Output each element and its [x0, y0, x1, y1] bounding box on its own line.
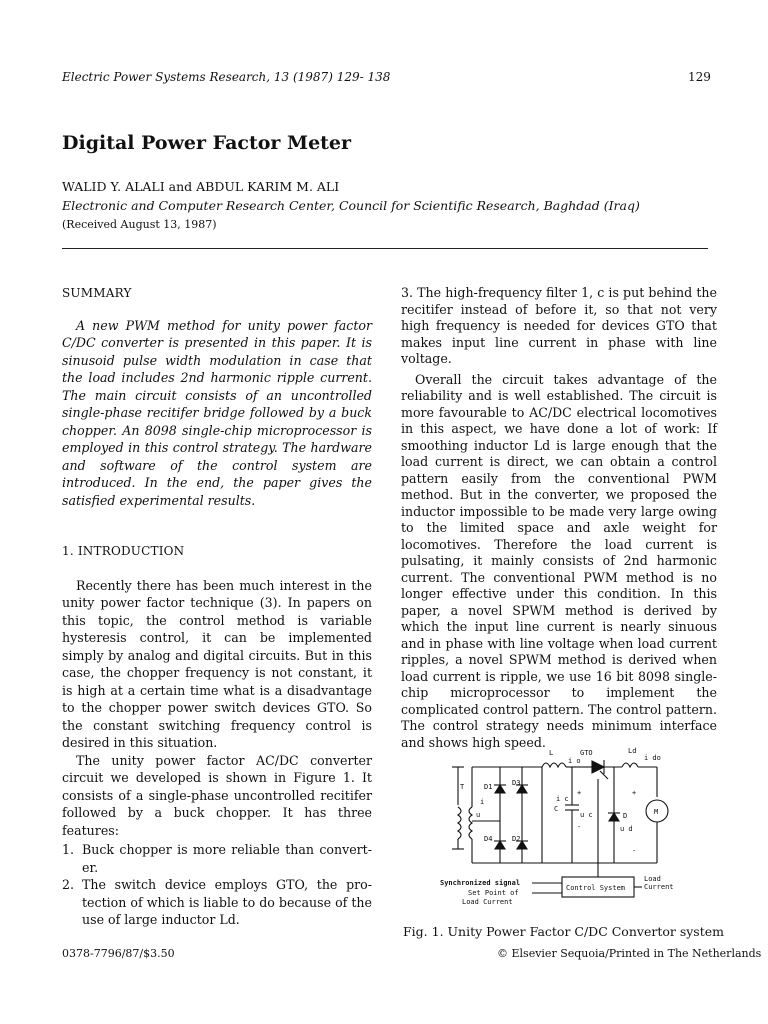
affiliation: Electronic and Computer Research Center, Council for Scientific Research, Baghdad (Iraq) [62, 198, 640, 213]
label-i: i [480, 798, 485, 806]
header-divider [62, 248, 708, 249]
label-set-point-2: Load Current [462, 898, 513, 906]
label-D3: D3 [512, 779, 521, 787]
page-number: 129 [688, 70, 711, 84]
feature-text: The switch device employs GTO, the pro-tection of which is liable to do because of the use of large inductor Ld. [82, 877, 372, 927]
label-M: M [654, 808, 659, 816]
label-set-point-1: Set Point of [468, 889, 519, 897]
label-D4: D4 [484, 835, 493, 843]
feature-item [62, 841, 372, 876]
feature-number: 2. [62, 877, 75, 892]
authors: WALID Y. ALALI and ABDUL KARIM M. ALI [62, 179, 340, 194]
label-control-system: Control System [566, 884, 626, 892]
label-C: C [554, 805, 559, 813]
label-D1: D1 [484, 783, 493, 791]
journal-citation: Electric Power Systems Research, 13 (1987) 129- 138 [62, 70, 391, 84]
summary-section [62, 285, 372, 509]
label-ic: i c [556, 795, 569, 803]
label-u: u [476, 811, 481, 819]
label-Ld: Ld [628, 747, 637, 755]
transformer-primary-coil [458, 807, 461, 839]
label-sync-signal: Synchronized signal [440, 879, 521, 887]
intro-paragraph-2: The unity power factor AC/DC converter circuit we developed is shown in Figure 1. It consists of a single-phase uncontrolled recitifer followed by a buck chopper. It has three features: [62, 752, 372, 838]
feature-3-paragraph: 3. The high-frequency filter 1, c is put behind the recitifer instead of before it, so that not very high frequency is needed for devices GTO that makes input line current in phase with line voltage. [401, 285, 717, 366]
right-column-text [401, 285, 717, 751]
intro-paragraph-1: Recently there has been much interest in the unity power factor technique (3). In papers on this topic, the control method is variable hysteresis control, it can be implemented simply by analog and digital circuits. But in this case, the chopper frequency is not constant, it is high at a certain time what is a disadvantage to the chopper power switch devices GTO. So the constant switching frequency control is desired in this situation. [62, 577, 372, 750]
label-T: T [460, 783, 465, 791]
article-title: Digital Power Factor Meter [62, 132, 352, 154]
introduction-heading: 1. INTRODUCTION [62, 544, 185, 558]
freewheel-diode-symbol [609, 813, 619, 821]
overall-paragraph: Overall the circuit takes advantage of the reliability and is well established. The circuit is more favourable to AC/DC electrical locomotives in this aspect, we have done a lot of work: If smoothing inductor Ld is large enough that the load current is direct, we can obtain a control pattern easily from the conventional PWM method. But in the converter, we proposed the inductor impossible to be made very large owing to the limited space and axle weight for locomotives. Therefore the load current is pulsating, it mainly consists of 2nd harmonic current. The conventional PWM method is no longer effective under this condition. In this paper, a novel SPWM method is derived by which the input line current is nearly sinuous and in phase with line voltage when load current ripples, a novel SPWM method is derived when load current is ripple, we use 16 bit 8098 single-chip microprocessor to implement the complicated control pattern. The control pattern. The control strategy needs minimum interface and shows high speed. [401, 371, 717, 750]
label-io: i o [568, 757, 581, 765]
label-L: L [549, 749, 554, 757]
label-minus: - [577, 823, 582, 831]
label-uc: u c [580, 811, 593, 819]
label-load-current-1: Load [644, 875, 661, 883]
feature-text: Buck chopper is more reliable than convert-er. [82, 842, 372, 875]
label-plus: + [577, 789, 582, 797]
diode-d4-symbol [495, 841, 505, 849]
introduction-section [62, 543, 372, 929]
features-list [62, 841, 372, 929]
label-minus-2: - [632, 847, 637, 855]
summary-heading: SUMMARY [62, 286, 132, 300]
feature-number: 1. [62, 842, 75, 857]
feature-item [62, 876, 372, 929]
received-date: (Received August 13, 1987) [62, 218, 217, 231]
label-D2: D2 [512, 835, 521, 843]
label-load-current-2: Current [644, 883, 674, 891]
footer-copyright: © Elsevier Sequoia/Printed in The Netherlands [497, 947, 762, 960]
transformer-secondary-coil [469, 807, 472, 839]
gto-symbol [592, 761, 604, 773]
label-ido: i do [644, 754, 661, 762]
label-GTO: GTO [580, 749, 593, 757]
footer-code: 0378-7796/87/$3.50 [62, 947, 175, 960]
smoothing-inductor [622, 763, 638, 767]
label-ud: u d [620, 825, 633, 833]
circuit-diagram [432, 745, 692, 915]
diode-d1-symbol [495, 785, 505, 793]
summary-text: A new PWM method for unity power factor C/DC converter is presented in this paper. It is sinusoid pulse width modulation in case that the load includes 2nd harmonic ripple current. The main circuit consists of an uncontrolled single-phase recitifer bridge followed by a buck chopper. An 8098 single-chip microprocessor is employed in this control strategy. The hardware and software of the control system are introduced. In the end, the paper gives the satisfied experimental results. [62, 317, 372, 508]
label-D: D [623, 812, 628, 820]
label-plus-2: + [632, 789, 637, 797]
figure-caption: Fig. 1. Unity Power Factor C/DC Convertor system [403, 924, 724, 939]
filter-inductor [542, 763, 566, 767]
